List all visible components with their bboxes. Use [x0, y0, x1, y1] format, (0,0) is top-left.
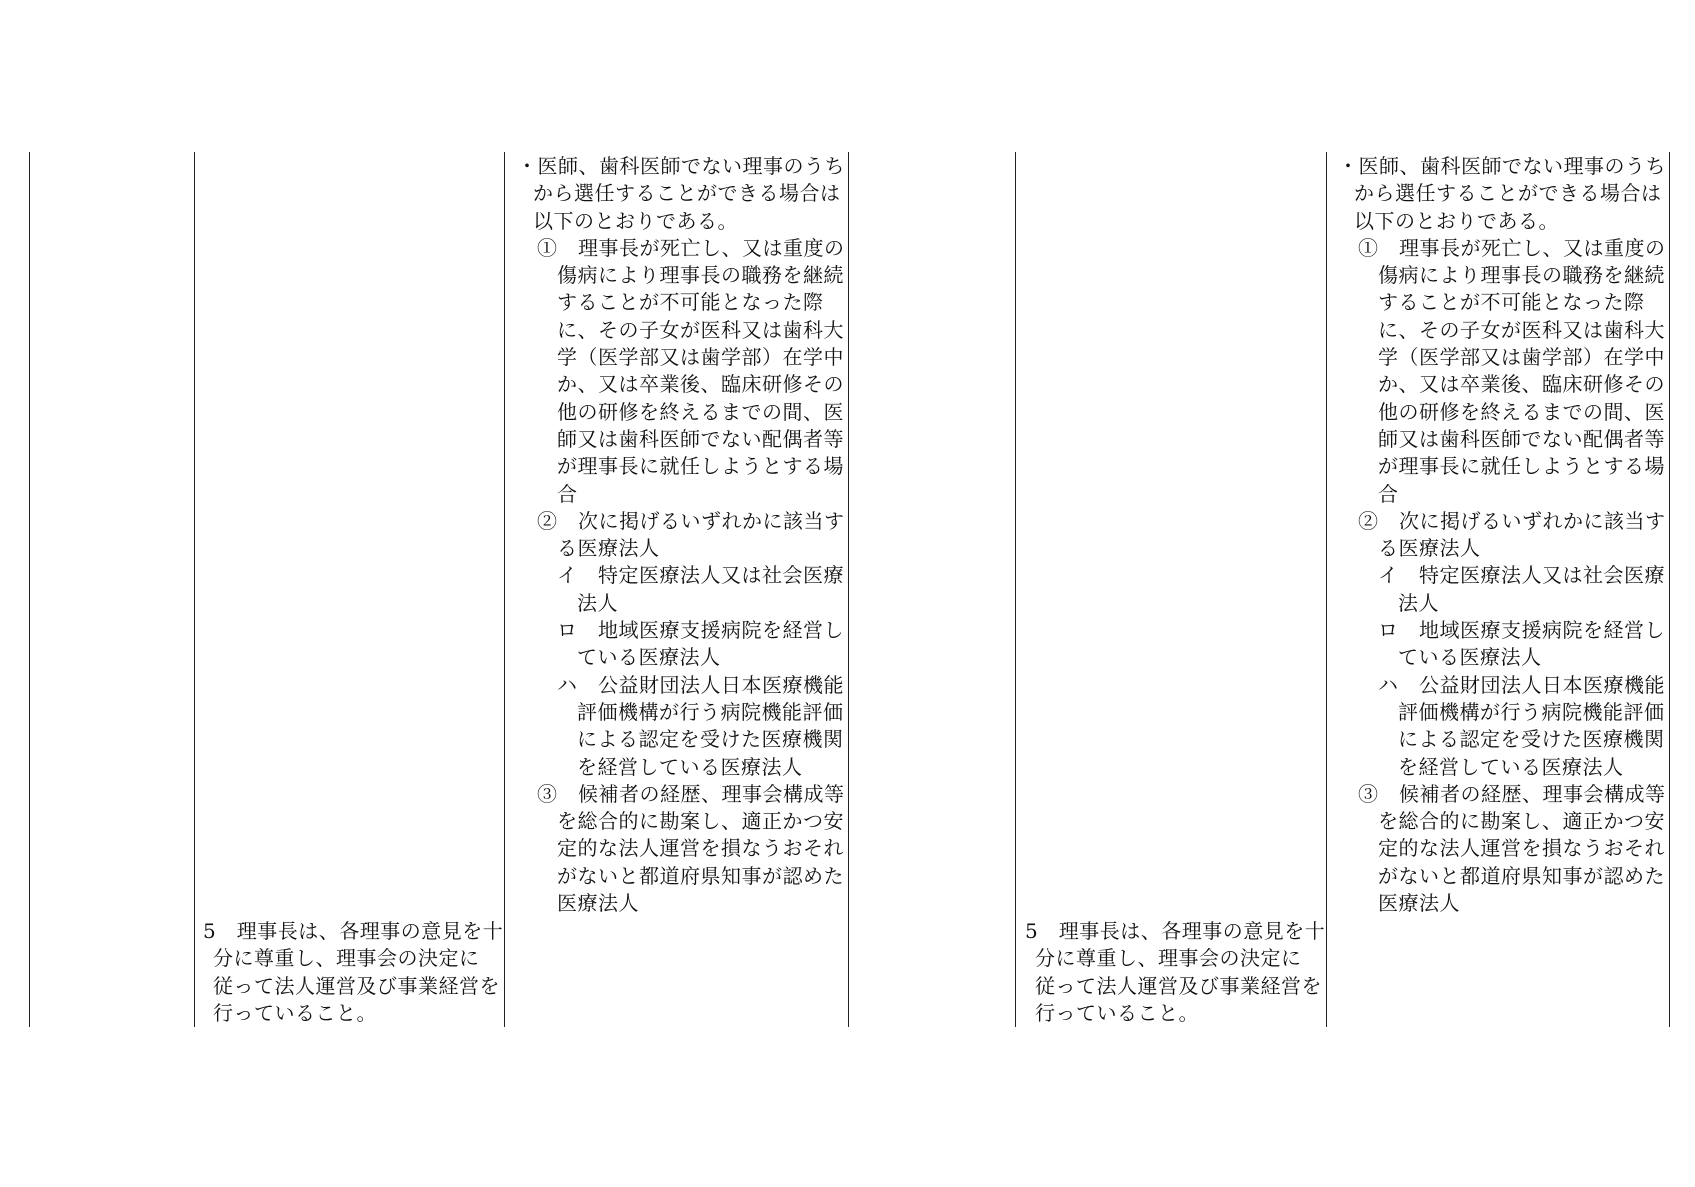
note-line: か、又は卒業後、臨床研修その [557, 372, 844, 397]
note-line: 定的な法人運営を損なうおそれ [557, 836, 844, 861]
note-line: ② 次に掲げるいずれかに該当す [1358, 508, 1666, 533]
note-line: 合 [1378, 481, 1399, 506]
note-cell-left [517, 153, 845, 917]
note-line: ① 理事長が死亡し、又は重度の [537, 235, 845, 260]
note-line: 定的な法人運営を損なうおそれ [1378, 836, 1665, 861]
note-line: ② 次に掲げるいずれかに該当す [537, 508, 845, 533]
item-line: 5 理事長は、各理事の意見を十 [1025, 919, 1326, 943]
item-line: 行っていること。 [1035, 1000, 1199, 1025]
item-line: 行っていること。 [213, 1000, 377, 1025]
note-line: することが不可能となった際 [1378, 290, 1645, 315]
note-line: イ 特定医療法人又は社会医療 [1378, 563, 1665, 588]
note-line: から選任することができる場合は [533, 181, 841, 206]
item-cell-right [1025, 918, 1365, 1027]
note-line: がないと都道府県知事が認めた [557, 863, 844, 888]
note-line: 学（医学部又は歯学部）在学中 [1378, 345, 1665, 370]
note-line: ③ 候補者の経歴、理事会構成等 [537, 781, 845, 806]
note-line: による認定を受けた医療機関 [577, 727, 844, 752]
note-line: ハ 公益財団法人日本医療機能 [1378, 672, 1665, 697]
note-line: 師又は歯科医師でない配偶者等 [557, 426, 844, 451]
note-line: 医療法人 [1378, 891, 1460, 916]
note-line: 合 [557, 481, 578, 506]
note-line: 法人 [577, 590, 618, 615]
note-line: ① 理事長が死亡し、又は重度の [1358, 235, 1666, 260]
note-line: 傷病により理事長の職務を継続 [557, 263, 844, 288]
table-rule [848, 152, 849, 1027]
note-line: ロ 地域医療支援病院を経営し [1378, 618, 1665, 643]
note-line: 他の研修を終えるまでの間、医 [1378, 399, 1665, 424]
note-line: 以下のとおりである。 [533, 208, 738, 233]
note-line: による認定を受けた医療機関 [1398, 727, 1665, 752]
note-line: ロ 地域医療支援病院を経営し [557, 618, 844, 643]
note-line: る医療法人 [1378, 536, 1481, 561]
note-line: 他の研修を終えるまでの間、医 [557, 399, 844, 424]
item-line: 従って法人運営及び事業経営を [1035, 973, 1322, 998]
note-cell-right [1338, 153, 1666, 917]
note-line: 医療法人 [557, 891, 639, 916]
note-line: することが不可能となった際 [557, 290, 824, 315]
item-line: 従って法人運営及び事業経営を [213, 973, 500, 998]
note-line: 師又は歯科医師でない配偶者等 [1378, 426, 1665, 451]
note-line: 学（医学部又は歯学部）在学中 [557, 345, 844, 370]
note-line: から選任することができる場合は [1354, 181, 1662, 206]
note-line: ③ 候補者の経歴、理事会構成等 [1358, 781, 1666, 806]
table-rule [1015, 152, 1016, 1027]
note-line: を総合的に勘案し、適正かつ安 [1378, 809, 1665, 834]
table-rule [1669, 152, 1670, 1027]
note-line: ている医療法人 [577, 645, 721, 670]
note-line: 評価機構が行う病院機能評価 [1398, 699, 1665, 724]
note-line: に、その子女が医科又は歯科大 [1378, 317, 1665, 342]
note-line: 以下のとおりである。 [1354, 208, 1559, 233]
table-rule [194, 152, 195, 1027]
table-rule [29, 152, 30, 1027]
note-line: に、その子女が医科又は歯科大 [557, 317, 844, 342]
note-line: イ 特定医療法人又は社会医療 [557, 563, 844, 588]
note-line: ている医療法人 [1398, 645, 1542, 670]
table-rule [504, 152, 505, 1027]
item-cell-left [203, 918, 543, 1027]
note-line: ハ 公益財団法人日本医療機能 [557, 672, 844, 697]
note-line: を経営している医療法人 [577, 754, 803, 779]
note-line: 傷病により理事長の職務を継続 [1378, 263, 1665, 288]
note-line: が理事長に就任しようとする場 [1378, 454, 1665, 479]
note-line: る医療法人 [557, 536, 660, 561]
note-line: 評価機構が行う病院機能評価 [577, 699, 844, 724]
note-line: ・医師、歯科医師でない理事のうち [1338, 154, 1666, 178]
note-line: を総合的に勘案し、適正かつ安 [557, 809, 844, 834]
note-line: ・医師、歯科医師でない理事のうち [517, 154, 845, 178]
item-line: 5 理事長は、各理事の意見を十 [203, 919, 504, 943]
note-line: を経営している医療法人 [1398, 754, 1624, 779]
note-line: か、又は卒業後、臨床研修その [1378, 372, 1665, 397]
table-rule [1326, 152, 1327, 1027]
note-line: が理事長に就任しようとする場 [557, 454, 844, 479]
note-line: がないと都道府県知事が認めた [1378, 863, 1665, 888]
item-line: 分に尊重し、理事会の決定に [213, 946, 480, 971]
note-line: 法人 [1398, 590, 1439, 615]
item-line: 分に尊重し、理事会の決定に [1035, 946, 1302, 971]
